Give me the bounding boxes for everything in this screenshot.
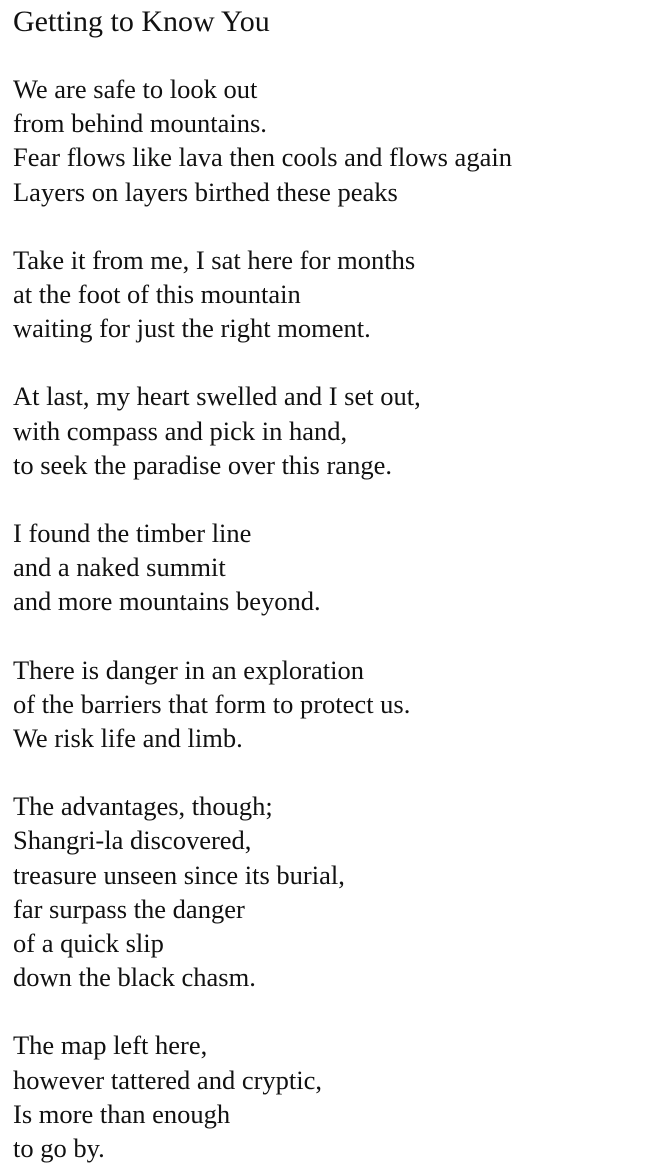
poem-line: of the barriers that form to protect us. <box>13 688 411 719</box>
stanza-4 <box>13 516 650 619</box>
poem-title: Getting to Know You <box>13 5 270 38</box>
poem-line: to seek the paradise over this range. <box>13 449 392 480</box>
poem-line: The map left here, <box>13 1030 208 1061</box>
stanza-7 <box>13 1028 650 1165</box>
poem-line: of a quick slip <box>13 928 164 959</box>
poem-line: The advantages, though; <box>13 791 273 822</box>
poem-line: to go by. <box>13 1133 105 1164</box>
poem-page <box>13 0 650 1168</box>
poem-line: We risk life and limb. <box>13 723 243 754</box>
poem-line: far surpass the danger <box>13 893 245 924</box>
poem-line: however tattered and cryptic, <box>13 1064 323 1095</box>
poem-line: There is danger in an exploration <box>13 654 364 685</box>
poem-line: and more mountains beyond. <box>13 586 321 617</box>
stanza-1 <box>13 72 650 209</box>
poem-line: waiting for just the right moment. <box>13 313 371 344</box>
poem-line: with compass and pick in hand, <box>13 415 348 446</box>
stanza-6 <box>13 789 650 994</box>
stanza-5 <box>13 653 650 756</box>
poem-line: We are safe to look out <box>13 74 258 104</box>
poem-line: at the foot of this mountain <box>13 279 301 310</box>
poem-line: Layers on layers birthed these peaks <box>13 176 398 207</box>
poem-line: At last, my heart swelled and I set out, <box>13 381 421 412</box>
poem-line: Fear flows like lava then cools and flows again <box>13 142 512 173</box>
poem-line: Is more than enough <box>13 1098 231 1129</box>
poem-line: down the black chasm. <box>13 962 256 993</box>
stanza-3 <box>13 379 650 482</box>
poem-line: from behind mountains. <box>13 108 267 139</box>
poem-line: treasure unseen since its burial, <box>13 859 345 890</box>
poem-line: and a naked summit <box>13 552 226 583</box>
poem-line: I found the timber line <box>13 518 252 549</box>
poem-line: Shangri-la discovered, <box>13 825 252 856</box>
poem-line: Take it from me, I sat here for months <box>13 244 416 275</box>
stanza-2 <box>13 243 650 346</box>
